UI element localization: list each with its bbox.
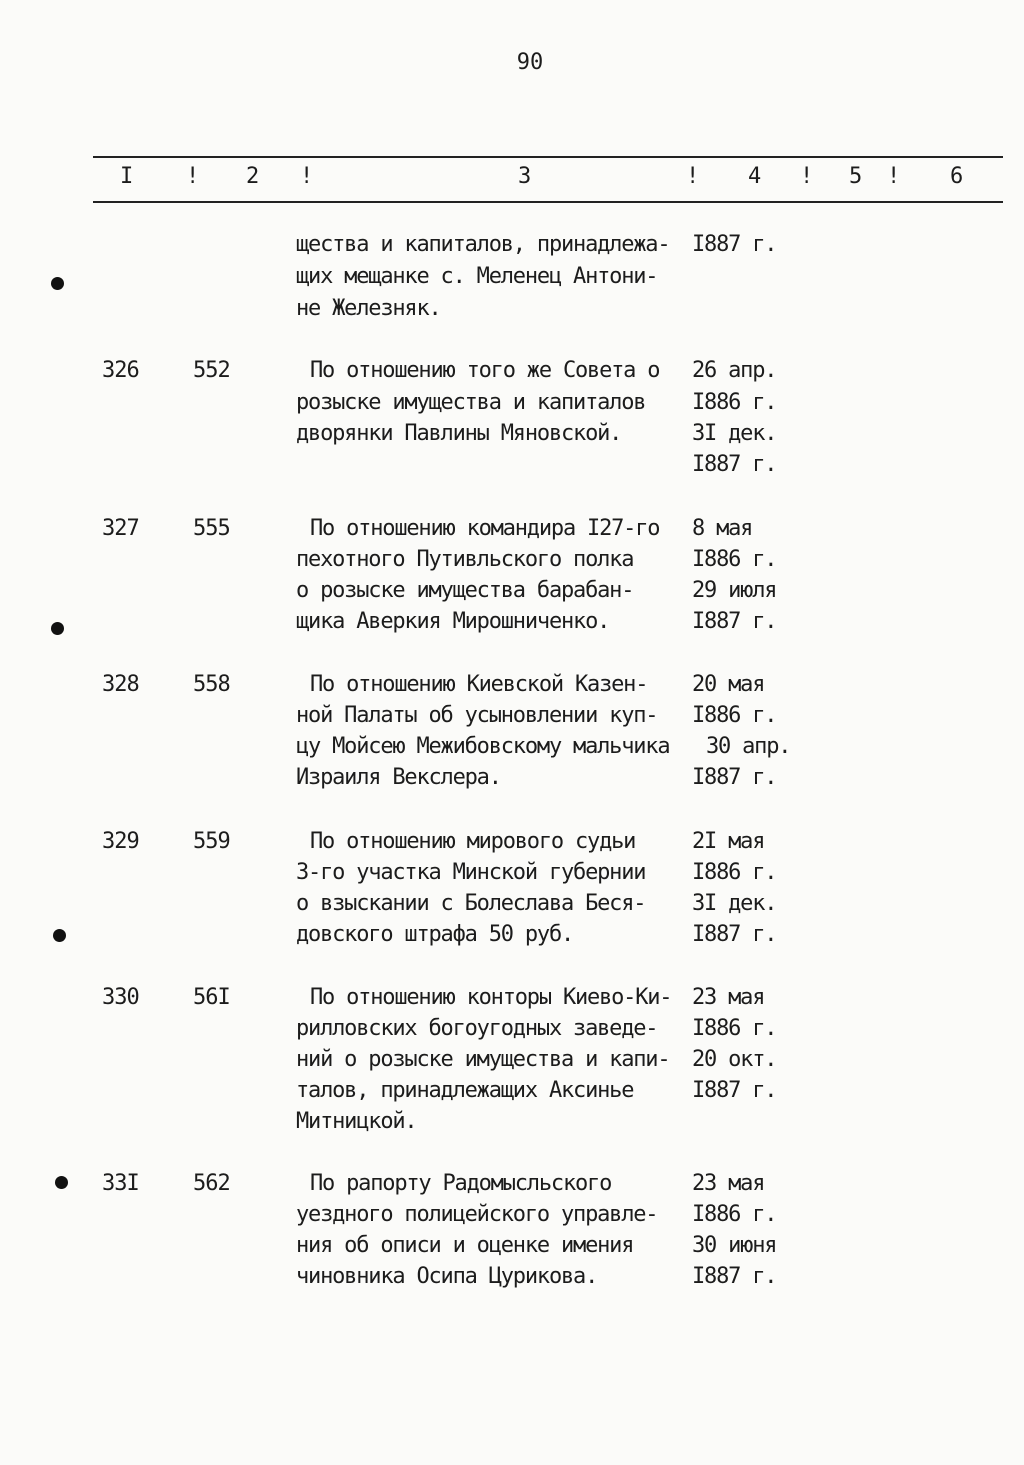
- entry-text-line: довского штрафа 50 руб.: [296, 922, 574, 947]
- header-separator: !: [186, 164, 200, 189]
- header-separator: !: [887, 164, 901, 189]
- entry-text-line: По отношению того же Совета о: [310, 358, 660, 383]
- header-col-6: 6: [950, 164, 964, 189]
- entry-number: 326: [102, 358, 139, 383]
- entry-text-line: чиновника Осипа Цурикова.: [296, 1264, 598, 1289]
- continuation-line: щих мещанке с. Меленец Антони-: [296, 264, 658, 289]
- entry-text-line: ной Палаты об усыновлении куп-: [296, 703, 658, 728]
- continuation-line: щества и капиталов, принадлежа-: [296, 232, 670, 257]
- entry-file-number: 56I: [193, 985, 230, 1010]
- entry-file-number: 558: [193, 672, 230, 697]
- entry-date: 23 мая: [692, 985, 765, 1010]
- entry-date: 8 мая: [692, 516, 753, 541]
- entry-text-line: о розыске имущества барабан-: [296, 578, 634, 603]
- entry-text-line: пехотного Путивльского полка: [296, 547, 634, 572]
- header-col-1: I: [120, 164, 134, 189]
- entry-file-number: 555: [193, 516, 230, 541]
- binding-hole-mark: [55, 1176, 68, 1189]
- entry-text-line: 3-го участка Минской губернии: [296, 860, 646, 885]
- binding-hole-mark: [51, 277, 64, 290]
- entry-text-line: Митницкой.: [296, 1109, 417, 1134]
- entry-number: 33I: [102, 1171, 139, 1196]
- entry-date: I886 г.: [692, 547, 777, 572]
- entry-date: I887 г.: [692, 1264, 777, 1289]
- binding-hole-mark: [51, 622, 64, 635]
- entry-date: 30 июня: [692, 1233, 777, 1258]
- header-col-2: 2: [246, 164, 260, 189]
- entry-text-line: По отношению конторы Киево-Ки-: [310, 985, 672, 1010]
- entry-date: I887 г.: [692, 1078, 777, 1103]
- entry-text-line: талов, принадлежащих Аксинье: [296, 1078, 634, 1103]
- entry-text-line: дворянки Павлины Мяновской.: [296, 421, 622, 446]
- continuation-date: I887 г.: [692, 232, 777, 257]
- entry-date: I887 г.: [692, 609, 777, 634]
- header-separator: !: [686, 164, 700, 189]
- binding-hole-mark: [53, 929, 66, 942]
- entry-date: I886 г.: [692, 1016, 777, 1041]
- entry-text-line: По отношению Киевской Казен-: [310, 672, 648, 697]
- entry-number: 330: [102, 985, 139, 1010]
- entry-date: I886 г.: [692, 390, 777, 415]
- entry-text-line: ний о розыске имущества и капи-: [296, 1047, 670, 1072]
- entry-date: 23 мая: [692, 1171, 765, 1196]
- entry-date: 2I мая: [692, 829, 765, 854]
- entry-date: 29 июля: [692, 578, 777, 603]
- entry-number: 328: [102, 672, 139, 697]
- header-separator: !: [300, 164, 314, 189]
- entry-text-line: По отношению мирового судьи: [310, 829, 636, 854]
- header-bottom-rule: [93, 201, 1003, 203]
- entry-text-line: рилловских богоугодных заведе-: [296, 1016, 658, 1041]
- entry-date: 30 апр.: [706, 734, 791, 759]
- entry-date: I887 г.: [692, 452, 777, 477]
- entry-text-line: ния об описи и оценке имения: [296, 1233, 634, 1258]
- entry-file-number: 552: [193, 358, 230, 383]
- header-separator: !: [800, 164, 814, 189]
- entry-text-line: По отношению командира I27-го: [310, 516, 660, 541]
- entry-date: 20 мая: [692, 672, 765, 697]
- entry-number: 329: [102, 829, 139, 854]
- entry-number: 327: [102, 516, 139, 541]
- entry-date: I886 г.: [692, 1202, 777, 1227]
- header-col-3: 3: [518, 164, 532, 189]
- entry-file-number: 562: [193, 1171, 230, 1196]
- entry-date: I886 г.: [692, 703, 777, 728]
- entry-text-line: розыске имущества и капиталов: [296, 390, 646, 415]
- entry-text-line: По рапорту Радомысльского: [310, 1171, 612, 1196]
- continuation-line: не Железняк.: [296, 296, 441, 321]
- entry-text-line: щика Аверкия Мирошниченко.: [296, 609, 610, 634]
- entry-date: I887 г.: [692, 765, 777, 790]
- entry-date: I887 г.: [692, 922, 777, 947]
- entry-text-line: Израиля Векслера.: [296, 765, 501, 790]
- header-col-4: 4: [748, 164, 762, 189]
- entry-text-line: цу Мойсею Межибовскому мальчика: [296, 734, 670, 759]
- page-number: 90: [516, 50, 544, 75]
- entry-date: 3I дек.: [692, 421, 777, 446]
- entry-date: I886 г.: [692, 860, 777, 885]
- entry-text-line: о взыскании с Болеслава Беся-: [296, 891, 646, 916]
- entry-date: 3I дек.: [692, 891, 777, 916]
- header-top-rule: [93, 156, 1003, 158]
- entry-file-number: 559: [193, 829, 230, 854]
- entry-date: 26 апр.: [692, 358, 777, 383]
- header-col-5: 5: [849, 164, 863, 189]
- entry-date: 20 окт.: [692, 1047, 777, 1072]
- entry-text-line: уездного полицейского управле-: [296, 1202, 658, 1227]
